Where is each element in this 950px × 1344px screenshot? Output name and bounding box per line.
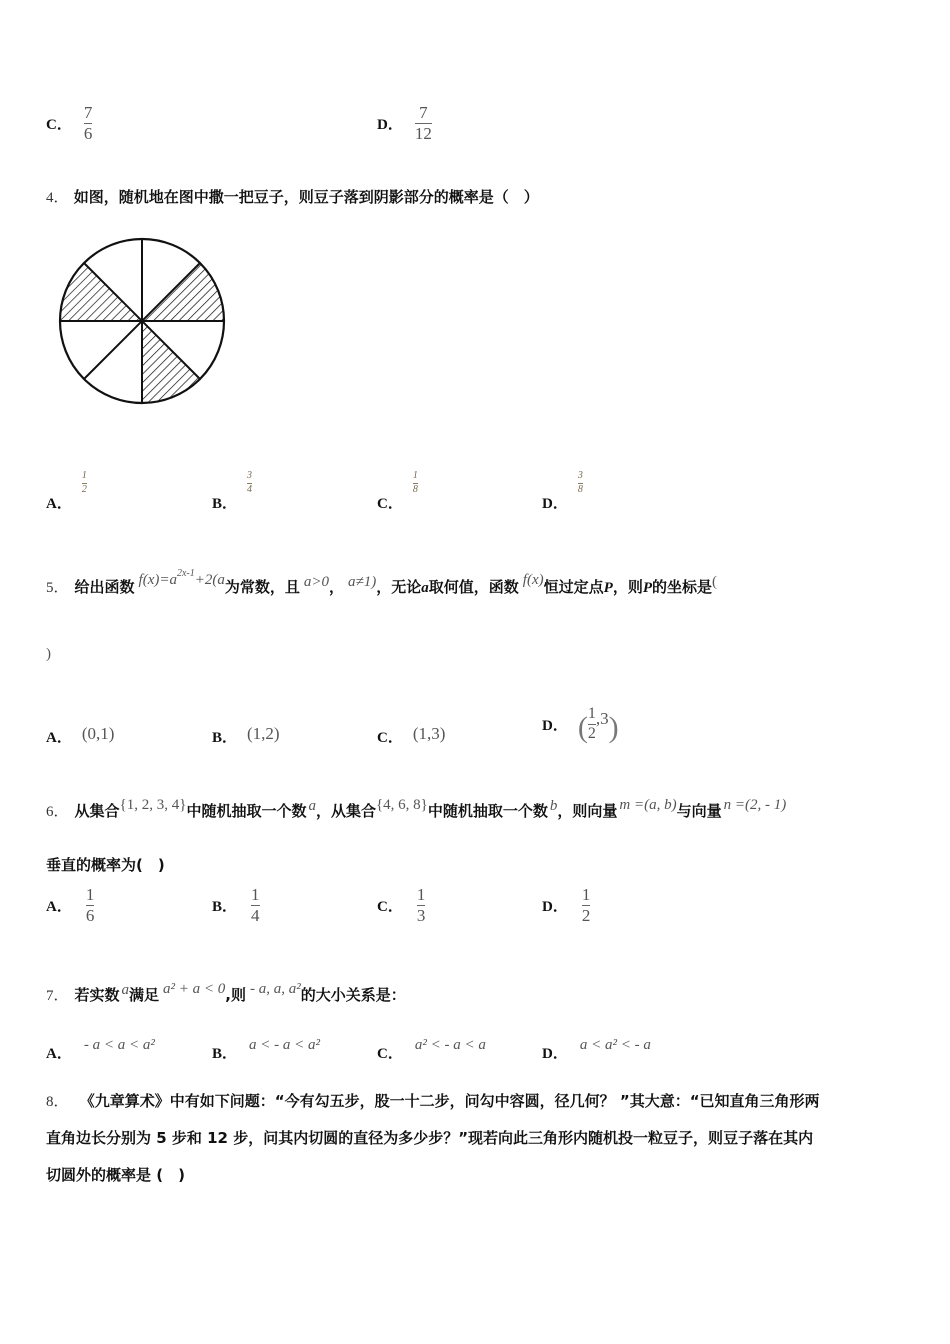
numerator: 3 [577, 470, 583, 481]
numerator: 7 [419, 103, 428, 122]
question-number: 6． [46, 804, 69, 820]
denominator: 2 [581, 905, 591, 925]
question-text: 与向量 [676, 802, 722, 820]
question-text: 中随机抽取一个数 [186, 802, 307, 820]
option-label: D． [542, 1046, 568, 1062]
fraction [84, 104, 93, 143]
option-label: C． [377, 1046, 403, 1062]
option-value: (1,2) [247, 724, 280, 743]
denominator: 8 [412, 483, 418, 495]
shaded-sector-right [142, 263, 224, 321]
list-expression: - a, a, a² [250, 981, 301, 997]
q5-option-a[interactable] [46, 726, 114, 747]
variable-a: a [308, 798, 316, 814]
option-label: B． [212, 730, 238, 746]
q7-options [46, 1032, 926, 1062]
q7-option-c[interactable] [377, 1037, 486, 1063]
q6-option-b[interactable] [212, 886, 260, 925]
q4-options [46, 462, 926, 512]
point-p: P [642, 580, 652, 596]
question-text: 的大小关系是： [300, 986, 406, 1004]
variable-a: a [421, 580, 429, 596]
fraction [251, 886, 260, 925]
question-number: 5． [46, 580, 69, 596]
option-label: B． [212, 898, 238, 915]
question-text: 如图，随机地在图中撒一把豆子，则豆子落到阴影部分的概率是（ ） [73, 188, 539, 206]
numerator: 1 [81, 470, 87, 481]
question-number: 4． [46, 190, 69, 206]
question-text: 恒过定点 [543, 578, 604, 596]
denominator: 2 [587, 724, 596, 742]
option-label: C． [377, 496, 403, 512]
option-value: (0,1) [81, 724, 115, 743]
option-label: A． [46, 1046, 72, 1062]
question-text: 中随机抽取一个数 [427, 802, 548, 820]
question-text: ，则向量 [557, 802, 618, 820]
condition-expression: a² + a < 0 [163, 981, 226, 997]
option-label: D． [377, 116, 403, 133]
denominator: 3 [416, 905, 426, 925]
denominator: 6 [85, 905, 95, 925]
option-value: a < a² < - a [579, 1037, 651, 1053]
question-text: ，无论 [376, 578, 422, 596]
variable-a: a [121, 982, 130, 998]
q5-stem [46, 568, 718, 597]
question-text: 取何值，函数 [428, 578, 519, 596]
q8-stem-line3: 切圆外的概率是 ( ) [46, 1166, 185, 1184]
set-expression: {4, 6, 8} [375, 797, 428, 813]
q6-options [46, 886, 926, 936]
numerator: 3 [247, 470, 253, 481]
option-label: C． [377, 898, 403, 915]
option-label: D． [542, 496, 568, 512]
bracket-left: ( [577, 710, 588, 744]
fraction [82, 471, 87, 495]
q8-stem-line2: 直角边长分别为 5 步和 12 步，问其内切圆的直径为多少步？”现若向此三角形内随机投一粒豆子，则豆子落在其内 [46, 1129, 814, 1147]
question-text: 若实数 [74, 986, 120, 1004]
question-text: ，从集合 [315, 802, 376, 820]
q5-option-d[interactable] [542, 706, 619, 743]
option-value: (1,3) [412, 724, 446, 743]
shaded-sector-bottom [142, 321, 200, 403]
denominator: 8 [577, 483, 583, 495]
denominator: 12 [414, 123, 432, 143]
q5-option-c[interactable] [377, 726, 445, 747]
fraction [415, 104, 432, 143]
denominator: 6 [83, 123, 93, 143]
option-value: a² < - a < a [414, 1037, 486, 1053]
question-text: 从集合 [74, 802, 120, 820]
option-label: A． [46, 730, 72, 746]
q6-option-c[interactable] [377, 886, 425, 925]
option-label: D． [542, 717, 568, 734]
fraction [86, 886, 95, 925]
function-expression: f(x) [522, 572, 544, 588]
q5-options [46, 706, 926, 756]
question-text: 的坐标是 [652, 578, 713, 596]
option-label: A． [46, 898, 72, 915]
vector-m: m =(a, b) [619, 797, 677, 813]
q5-option-b[interactable] [212, 726, 280, 747]
function-expression: $f(x)=a^{2x-1}+2(a$ [138, 568, 225, 588]
shaded-circle-figure [55, 232, 230, 412]
set-expression: {1, 2, 3, 4} [119, 797, 187, 813]
denominator: 4 [247, 483, 253, 495]
option-label: C． [46, 116, 72, 133]
fraction [247, 471, 252, 495]
option-label: C． [377, 730, 403, 746]
q6-option-d[interactable] [542, 886, 590, 925]
option-label: D． [542, 898, 568, 915]
paren-close: ) [46, 646, 51, 662]
q6-option-a[interactable] [46, 886, 94, 925]
fraction [588, 706, 596, 743]
paren-open: ( [712, 574, 718, 590]
question-text: 给出函数 [74, 578, 135, 596]
q4-option-a[interactable] [46, 462, 87, 513]
q7-option-b[interactable] [212, 1037, 321, 1063]
numerator: 1 [412, 470, 418, 481]
q7-option-a[interactable] [46, 1037, 155, 1063]
numerator: 1 [581, 885, 591, 904]
denominator: 2 [81, 483, 87, 495]
fraction [417, 886, 426, 925]
fraction [582, 886, 591, 925]
option-label: B． [212, 496, 238, 512]
question-text: 满足 [129, 986, 160, 1004]
question-text: ,则 [225, 986, 246, 1004]
option-value: - a < a < a² [83, 1037, 155, 1053]
q3-option-c[interactable] [46, 104, 92, 143]
shaded-sector-left [60, 263, 142, 321]
numerator: 1 [85, 885, 95, 904]
option-label: A． [46, 496, 72, 512]
q4-option-d[interactable] [542, 462, 583, 513]
numerator: 7 [83, 103, 93, 122]
denominator: 4 [251, 905, 260, 925]
q4-stem [46, 186, 539, 207]
option-value: a < - a < a² [249, 1037, 321, 1053]
option-value: ,3 [595, 708, 609, 728]
q4-option-b[interactable] [212, 462, 252, 513]
q4-option-c[interactable] [377, 462, 418, 513]
bracket-right: ) [608, 710, 619, 744]
question-text: ， [329, 578, 345, 596]
question-number: 8． [46, 1094, 69, 1110]
q7-option-d[interactable] [542, 1037, 651, 1063]
question-text: 为常数，且 [224, 578, 300, 596]
q7-stem [46, 981, 406, 1005]
q6-stem [46, 797, 787, 821]
option-label: B． [212, 1046, 238, 1062]
q8-stem-line1 [46, 1090, 820, 1111]
fraction [578, 471, 583, 495]
question-text: 《九章算术》中有如下问题：“今有勾五步，股一十二步，问勾中容圆，径几何？ ”其大意：“已知直角三角形两 [79, 1092, 820, 1110]
q6-stem-line2: 垂直的概率为( ) [46, 856, 165, 874]
q3-option-d[interactable] [377, 104, 432, 143]
numerator: 1 [587, 705, 596, 722]
question-text: ，则 [612, 578, 643, 596]
fraction [413, 471, 418, 495]
question-number: 7． [46, 988, 69, 1004]
numerator: 1 [251, 885, 260, 904]
numerator: 1 [416, 885, 426, 904]
condition-expression: a>0 [303, 574, 330, 590]
condition-expression: a≠1) [348, 574, 377, 590]
point-p: P [603, 580, 613, 596]
variable-b: b [549, 798, 558, 814]
vector-n: n =(2, - 1) [723, 797, 787, 813]
